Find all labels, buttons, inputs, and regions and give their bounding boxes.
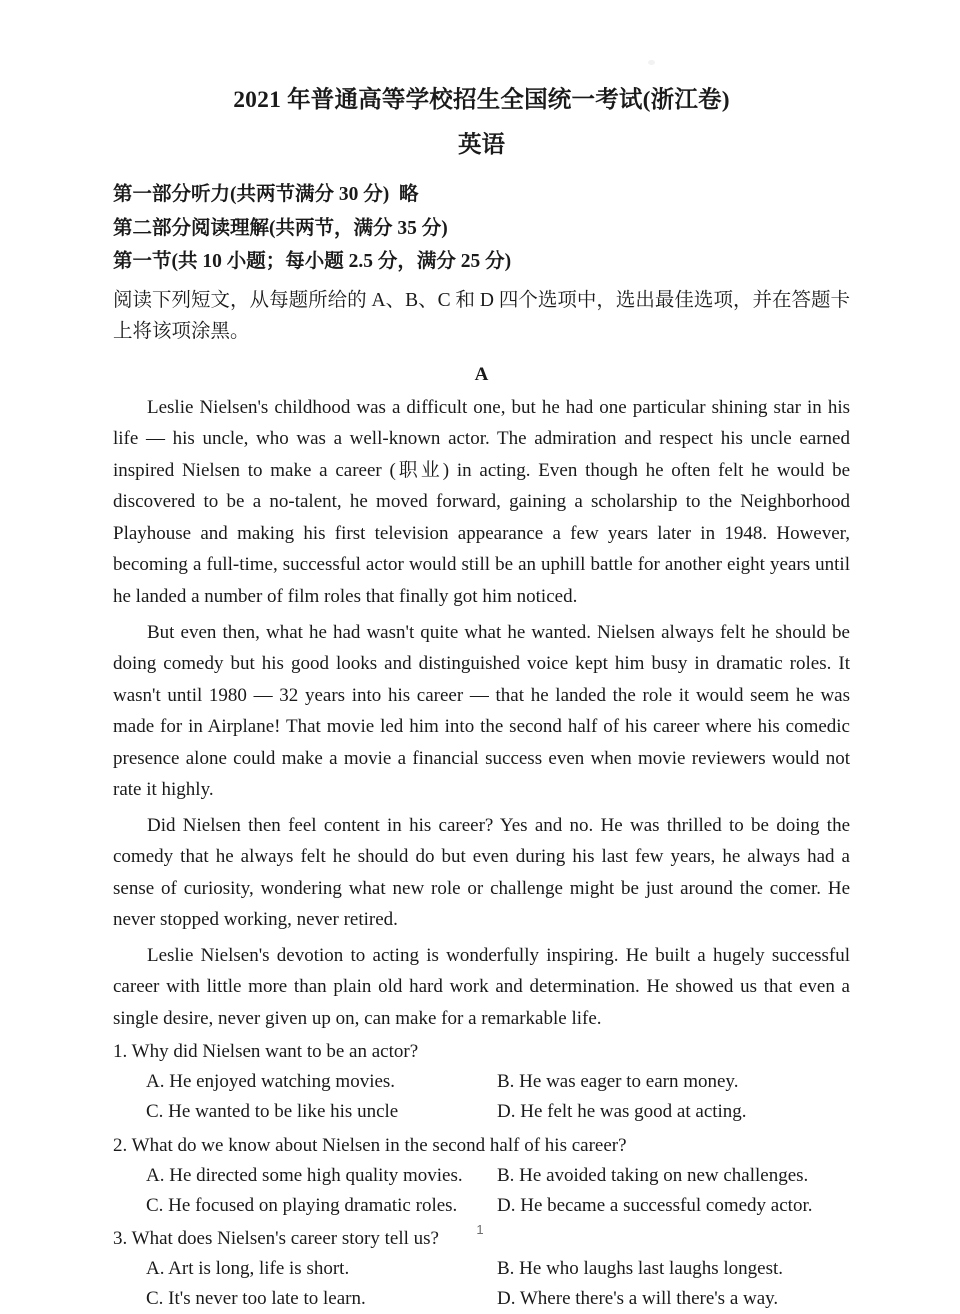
option-b[interactable]: B. He was eager to earn money. — [497, 1071, 739, 1093]
part-one-heading: 第一部分听力(共两节满分 30 分) 略 — [113, 184, 419, 206]
option-d[interactable]: D. He felt he was good at acting. — [497, 1101, 747, 1123]
option-d[interactable]: D. He became a successful comedy actor. — [497, 1194, 813, 1216]
option-d[interactable]: D. Where there's a will there's a way. — [497, 1287, 779, 1309]
question-options-row — [113, 1097, 850, 1127]
question-stem: 3. What does Nielsen's career story tell us? — [113, 1227, 439, 1249]
option-a[interactable]: A. He directed some high quality movies. — [146, 1164, 463, 1186]
question-stem: 2. What do we know about Nielsen in the second half of his career? — [113, 1134, 627, 1156]
option-a[interactable]: A. He enjoyed watching movies. — [146, 1071, 396, 1093]
page-title: 2021 年普通高等学校招生全国统一考试(浙江卷) — [233, 87, 730, 113]
option-b[interactable]: B. He avoided taking on new challenges. — [497, 1164, 809, 1186]
page-number: 1 — [476, 1222, 484, 1237]
instruction-text: 阅读下列短文，从每题所给的 A、B、C 和 D 四个选项中，选出最佳选项，并在答题卡上将该项涂黑。 — [113, 289, 850, 343]
part-two-heading: 第二部分阅读理解(共两节，满分 35 分) — [113, 217, 448, 239]
question-options-row — [113, 1191, 850, 1221]
question-options-row — [113, 1067, 850, 1097]
option-c[interactable]: C. It's never too late to learn. — [146, 1287, 366, 1309]
passage-paragraph: But even then, what he had wasn't quite what he wanted. Nielsen always felt he should be doing comedy but his good looks and distinguished voice kept him busy in dramatic roles. It wasn't until 1980 — 32 years into his career — that he landed the role it would seem he was made for in Airplane! That movie led him into the second half of his career where his comedic presence alone could make a movie a financial success even when movie reviewers would not rate it highly. — [113, 621, 850, 801]
question-options-row — [113, 1161, 850, 1191]
options-column-right — [497, 1191, 850, 1221]
question-options-row — [113, 1284, 850, 1314]
question-options-row — [113, 1254, 850, 1284]
option-b[interactable]: B. He who laughs last laughs longest. — [497, 1257, 784, 1279]
question-item — [113, 1131, 850, 1221]
option-c[interactable]: C. He focused on playing dramatic roles. — [146, 1194, 458, 1216]
passage-paragraph: Did Nielsen then feel content in his career? Yes and no. He was thrilled to be doing the comedy that he always felt he should do but even during his last few years, he always had a sense of curiosity, wondering what new role or challenge might be just around the comer. He never stopped working, never retired. — [113, 814, 850, 931]
options-column-left — [113, 1161, 497, 1191]
options-column-right — [497, 1284, 850, 1314]
question-item — [113, 1037, 850, 1127]
question-item — [113, 1224, 850, 1314]
passage-paragraph: Leslie Nielsen's devotion to acting is wonderfully inspiring. He built a hugely successful career with little more than plain old hard work and determination. He showed us that even a single desire, never given up on, can make for a remarkable life. — [113, 944, 850, 1029]
option-c[interactable]: C. He wanted to be like his uncle — [146, 1101, 399, 1123]
option-a[interactable]: A. Art is long, life is short. — [146, 1257, 350, 1279]
passage-paragraph: Leslie Nielsen's childhood was a difficult one, but he had one particular shining star in his life — his uncle, who was a well-known actor. The admiration and respect his uncle earned inspired Nielsen to make a career (职业) in acting. Even though he often felt he would be discovered to be a no-talent, he moved forward, gaining a scholarship to the Neighborhood Playhouse and making his first television appearance a few years later in 1948. However, becoming a full-time, successful actor would still be an uphill battle for another eight years until he landed a number of film roles that finally got him noticed. — [113, 396, 850, 608]
section-one-heading: 第一节(共 10 小题；每小题 2.5 分，满分 25 分) — [113, 251, 512, 273]
options-column-right — [497, 1097, 850, 1127]
options-column-right — [497, 1067, 850, 1097]
options-column-right — [497, 1254, 850, 1284]
question-stem: 1. Why did Nielsen want to be an actor? — [113, 1041, 419, 1063]
page-content — [113, 0, 850, 1314]
subject-title: 英语 — [458, 132, 505, 159]
options-column-left — [113, 1254, 497, 1284]
passage-letter: A — [474, 364, 489, 386]
options-column-right — [497, 1161, 850, 1191]
options-column-left — [113, 1191, 497, 1221]
options-column-left — [113, 1284, 497, 1314]
options-column-left — [113, 1067, 497, 1097]
options-column-left — [113, 1097, 497, 1127]
